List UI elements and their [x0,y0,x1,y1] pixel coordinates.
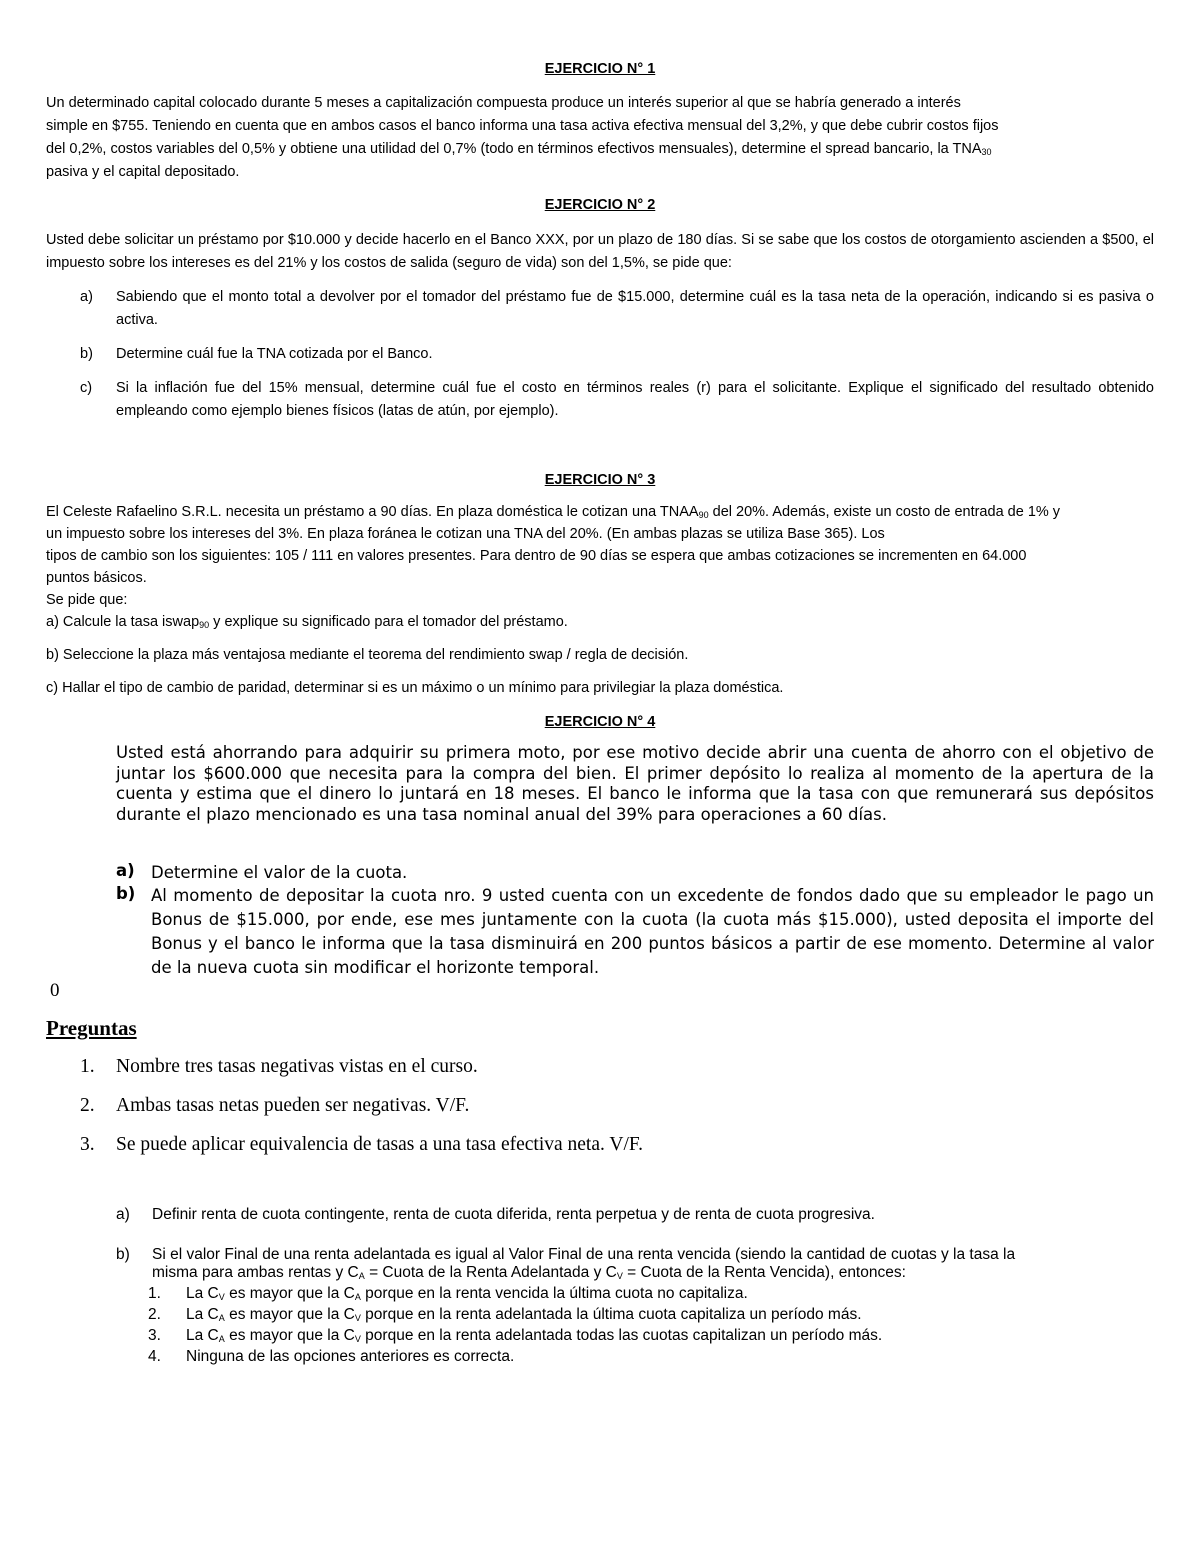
ejercicio-3-text [46,501,1158,611]
ej4-item-b-label: b) [116,884,136,903]
ej2-item-c [80,377,1154,423]
ej2-item-b-label: b) [80,346,93,362]
ej1-sub-30: 30 [981,147,992,157]
option-1-p2: es mayor que la C [224,1285,355,1302]
ej4-item-b [116,884,1154,980]
ej3-qa-1: a) Calcule la tasa iswap [46,614,200,630]
option-2-s2: V [354,1313,361,1323]
stray-zero: 0 [50,980,60,1001]
ejercicio-1-text [46,92,1154,184]
ej1-line-3 [46,138,1154,161]
option-4-number: 4. [148,1348,161,1365]
option-3-s1: A [218,1334,225,1344]
ej1-line-3-text: del 0,2%, costos variables del 0,5% y obtiene una utilidad del 0,7% (todo en términos efectivos mensuales), determine el spread bancario, la TNA [46,141,982,157]
option-3-s2: V [354,1334,361,1344]
ej1-line-2: simple en $755. Teniendo en cuenta que en ambos casos el banco informa una tasa activa efectiva mensual del 3,2%, y que debe cubrir costos fijos [46,118,999,134]
pregunta-b [116,1246,1156,1282]
pregunta-3-text: Se puede aplicar equivalencia de tasas a una tasa efectiva neta. V/F. [116,1134,644,1155]
pregunta-a-text: Definir renta de cuota contingente, renta de cuota diferida, renta perpetua y de renta de cuota progresiva. [152,1206,875,1223]
pregunta-1 [80,1056,478,1078]
option-2-p1: La C [186,1306,219,1323]
option-3-p1: La C [186,1327,219,1344]
pregunta-a-label: a) [116,1206,130,1223]
pregunta-b-line-2 [152,1264,1156,1282]
ej4-item-b-text: Al momento de depositar la cuota nro. 9 usted cuenta con un excedente de fondos dado que su empleador le pago un Bonus de $15.000, por ende, ese mes juntamente con la cuota (la cuota más $15.000), usted deposita el importe del Bonus y el banco le informa que la tasa disminuirá en 200 puntos básicos a partir de ese momento. Determine al valor de la nueva cuota sin modificar el horizonte temporal. [151,886,1154,977]
option-2-p3: porque en la renta adelantada la última cuota capitaliza un período más. [360,1306,862,1323]
pregunta-3-number: 3. [80,1134,95,1155]
option-2-p2: es mayor que la C [224,1306,355,1323]
ej3-line-1a: El Celeste Rafaelino S.R.L. necesita un préstamo a 90 días. En plaza doméstica le cotizan una TNAA [46,504,699,520]
ej2-item-a-text: Sabiendo que el monto total a devolver por el tomador del préstamo fue de $15.000, determine cuál es la tasa neta de la operación, indicando si es pasiva o activa. [116,289,1154,328]
ej4-item-a-label: a) [116,861,135,880]
option-1-p1: La C [186,1285,219,1302]
ej2-item-b-text: Determine cuál fue la TNA cotizada por el Banco. [116,346,433,362]
ej3-sub-90: 90 [698,510,709,520]
ej3-question-c: c) Hallar el tipo de cambio de paridad, determinar si es un máximo o un mínimo para privilegiar la plaza doméstica. [46,680,784,696]
ej3-line-1 [46,501,1158,523]
option-2-s1: A [218,1313,225,1323]
ej1-line-4: pasiva y el capital depositado. [46,164,240,180]
ej3-question-b: b) Seleccione la plaza más ventajosa mediante el teorema del rendimiento swap / regla de decisión. [46,647,689,663]
preguntas-title: Preguntas [46,1016,137,1040]
option-4-p1: Ninguna de las opciones anteriores es correcta. [186,1348,515,1365]
ej3-question-a [46,611,568,634]
ej4-item-a [116,861,1154,885]
ej3-qa-sub: 90 [199,620,210,630]
ejercicio-4-intro: Usted está ahorrando para adquirir su primera moto, por ese motivo decide abrir una cuenta de ahorro con el objetivo de juntar los $600.000 que necesita para la compra del bien. El primer depósito lo realiza al momento de la apertura de la cuenta y estima que el dinero lo juntará en 18 meses. El banco le informa que la tasa con que remunerará sus depósitos durante el plazo mencionado es una tasa nominal anual del 39% para operaciones a 60 días. [116,743,1154,824]
ejercicio-1-title: EJERCICIO N° 1 [544,61,656,77]
option-3 [148,1327,882,1345]
ej3-line-5: Se pide que: [46,592,128,608]
ej2-item-a [80,286,1154,332]
option-3-number: 3. [148,1327,161,1344]
ej2-item-a-label: a) [80,289,93,305]
ej3-line-1b: del 20%. Además, existe un costo de entrada de 1% y [708,504,1061,520]
option-3-p2: es mayor que la C [224,1327,355,1344]
ej2-item-b [80,343,1154,366]
pregunta-a [116,1206,1156,1224]
ejercicio-4-title: EJERCICIO N° 4 [544,714,656,730]
ej3-line-2: un impuesto sobre los intereses del 3%. En plaza foránea le cotizan una TNA del 20%. (En ambas plazas se utiliza Base 365). Los [46,526,885,542]
option-1-s2: A [354,1292,361,1302]
pregunta-2 [80,1095,469,1117]
ej2-item-c-label: c) [80,380,93,396]
ej1-line-1: Un determinado capital colocado durante 5 meses a capitalización compuesta produce un interés superior al que se habría generado a interés [46,95,961,111]
option-4 [148,1348,514,1366]
pregunta-2-text: Ambas tasas netas pueden ser negativas. V/F. [116,1095,470,1116]
pregunta-1-number: 1. [80,1056,95,1077]
pregunta-b-line-2b: = Cuota de la Renta Adelantada y C [364,1264,617,1281]
option-2 [148,1306,862,1324]
ej4-item-a-text: Determine el valor de la cuota. [151,863,408,882]
pregunta-b-line-2a: misma para ambas rentas y C [152,1264,359,1281]
pregunta-b-label: b) [116,1246,130,1263]
pregunta-b-line-2c: = Cuota de la Renta Vencida), entonces: [622,1264,906,1281]
option-1 [148,1285,748,1303]
option-1-p3: porque en la renta vencida la última cuota no capitaliza. [360,1285,748,1302]
pregunta-2-number: 2. [80,1095,95,1116]
pregunta-3 [80,1134,643,1156]
sub-v: V [616,1271,623,1281]
ej3-qa-2: y explique su significado para el tomador del préstamo. [209,614,568,630]
ej3-line-4: puntos básicos. [46,570,147,586]
ejercicio-2-title: EJERCICIO N° 2 [544,197,656,213]
option-2-number: 2. [148,1306,161,1323]
pregunta-1-text: Nombre tres tasas negativas vistas en el curso. [116,1056,478,1077]
pregunta-b-line-1: Si el valor Final de una renta adelantada es igual al Valor Final de una renta vencida (siendo la cantidad de cuotas y la tasa la [152,1246,1016,1263]
ej3-line-3: tipos de cambio son los siguientes: 105 / 111 en valores presentes. Para dentro de 90 días se espera que ambas cotizaciones se incrementen en 64.000 [46,548,1027,564]
option-1-s1: V [218,1292,225,1302]
sub-a: A [358,1271,365,1281]
ejercicio-2-intro: Usted debe solicitar un préstamo por $10.000 y decide hacerlo en el Banco XXX, por un plazo de 180 días. Si se sabe que los costos de otorgamiento ascienden a $500, el impuesto sobre los intereses es del 21% y los costos de salida (seguro de vida) son del 1,5%, se pide que: [46,232,1154,271]
option-1-number: 1. [148,1285,161,1302]
ej2-item-c-text: Si la inflación fue del 15% mensual, determine cuál fue el costo en términos reales (r) para el solicitante. Explique el significado del resultado obtenido empleando como ejemplo bienes físicos (latas de atún, por ejemplo). [116,380,1154,419]
ejercicio-3-title: EJERCICIO N° 3 [544,472,656,488]
option-3-p3: porque en la renta adelantada todas las cuotas capitalizan un período más. [360,1327,883,1344]
